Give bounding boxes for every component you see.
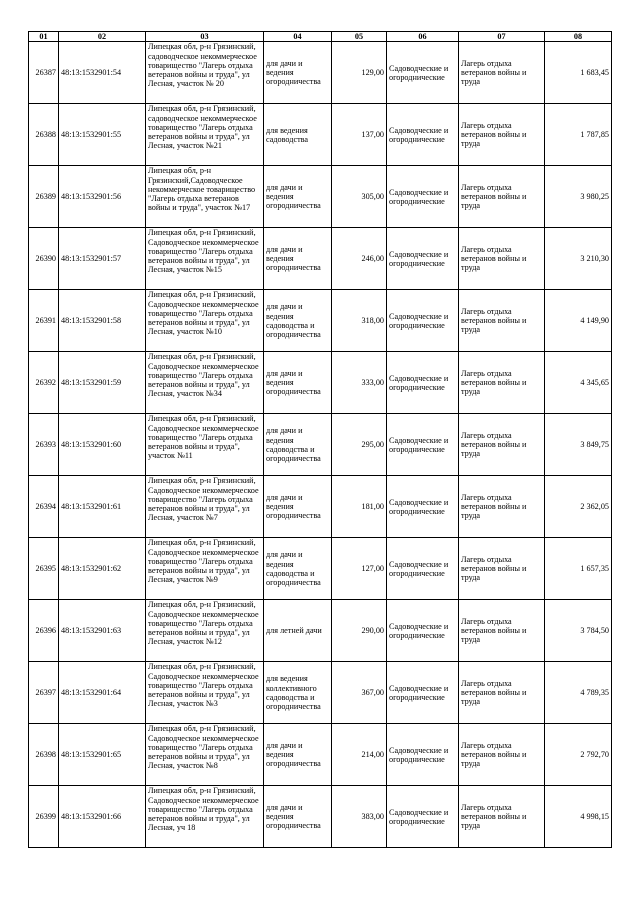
cadastral-number-cell bbox=[59, 662, 146, 724]
area-cell-text: 290,00 bbox=[361, 626, 384, 636]
cadastral-value-cell bbox=[545, 42, 612, 104]
cadastral-value-cell-text: 4 345,65 bbox=[580, 378, 609, 388]
cadastral-number-cell bbox=[59, 538, 146, 600]
area-cell bbox=[332, 414, 387, 476]
permitted-use-cell bbox=[264, 166, 332, 228]
cadastral-number-cell bbox=[59, 42, 146, 104]
record-number-cell bbox=[29, 104, 59, 166]
area-cell bbox=[332, 42, 387, 104]
table-row bbox=[29, 662, 612, 724]
record-number-cell bbox=[29, 352, 59, 414]
cadastral-number-cell bbox=[59, 476, 146, 538]
cadastral-number-cell bbox=[59, 352, 146, 414]
owner-cell-text: Лагерь отдыха ветеранов войны и труда bbox=[461, 244, 527, 273]
owner-cell bbox=[459, 476, 545, 538]
permitted-use-cell-text: для летней дачи bbox=[266, 626, 322, 636]
area-cell-text: 214,00 bbox=[361, 750, 384, 760]
land-category-cell-text: Садоводческие и огороднические bbox=[389, 373, 449, 392]
cadastral-value-cell bbox=[545, 476, 612, 538]
land-category-cell-text: Садоводческие и огороднические bbox=[389, 807, 449, 826]
area-cell-text: 367,00 bbox=[361, 688, 384, 698]
permitted-use-cell bbox=[264, 352, 332, 414]
land-category-cell bbox=[387, 166, 459, 228]
area-cell-text: 318,00 bbox=[361, 316, 384, 326]
table-row bbox=[29, 786, 612, 848]
cadastral-number-cell-text: 48:13:1532901:66 bbox=[61, 812, 122, 822]
address-cell bbox=[146, 724, 264, 786]
owner-cell bbox=[459, 228, 545, 290]
permitted-use-cell bbox=[264, 476, 332, 538]
address-cell bbox=[146, 166, 264, 228]
permitted-use-cell-text: для дачи и ведения огородничества bbox=[266, 492, 321, 521]
record-number-cell-text: 26390 bbox=[35, 254, 56, 264]
cadastral-value-cell bbox=[545, 352, 612, 414]
owner-cell bbox=[459, 290, 545, 352]
area-cell-text: 383,00 bbox=[361, 812, 384, 822]
cadastral-value-cell bbox=[545, 228, 612, 290]
address-cell bbox=[146, 476, 264, 538]
record-number-cell-text: 26395 bbox=[35, 564, 56, 574]
permitted-use-cell-text: для дачи и ведения огородничества bbox=[266, 244, 321, 273]
cadastral-value-cell-text: 2 792,70 bbox=[580, 750, 609, 760]
area-cell-text: 295,00 bbox=[361, 440, 384, 450]
permitted-use-cell-text: для ведения коллективного садоводства и огородничества bbox=[266, 674, 321, 712]
record-number-cell bbox=[29, 290, 59, 352]
cadastral-number-cell-text: 48:13:1532901:64 bbox=[61, 688, 122, 698]
record-number-cell-text: 26398 bbox=[35, 750, 56, 760]
column-header: 04 bbox=[264, 32, 332, 42]
owner-cell-text: Лагерь отдыха ветеранов войны и труда bbox=[461, 58, 527, 87]
permitted-use-cell-text: для дачи и ведения садоводства и огородничества bbox=[266, 302, 321, 340]
land-category-cell bbox=[387, 786, 459, 848]
land-category-cell bbox=[387, 662, 459, 724]
table-row bbox=[29, 414, 612, 476]
table-row bbox=[29, 228, 612, 290]
permitted-use-cell-text: для дачи и ведения садоводства и огородничества bbox=[266, 426, 321, 464]
record-number-cell bbox=[29, 786, 59, 848]
owner-cell bbox=[459, 724, 545, 786]
permitted-use-cell-text: для дачи и ведения огородничества bbox=[266, 182, 321, 211]
cadastral-value-cell bbox=[545, 166, 612, 228]
column-header: 02 bbox=[59, 32, 146, 42]
permitted-use-cell bbox=[264, 786, 332, 848]
record-number-cell-text: 26391 bbox=[35, 316, 56, 326]
cadastral-number-cell-text: 48:13:1532901:65 bbox=[61, 750, 122, 760]
table-row bbox=[29, 352, 612, 414]
area-cell bbox=[332, 166, 387, 228]
land-category-cell bbox=[387, 104, 459, 166]
cadastral-value-cell-text: 4 998,15 bbox=[580, 812, 609, 822]
table-row bbox=[29, 166, 612, 228]
owner-cell bbox=[459, 538, 545, 600]
area-cell bbox=[332, 290, 387, 352]
cadastral-number-cell bbox=[59, 786, 146, 848]
column-header: 06 bbox=[387, 32, 459, 42]
cadastral-number-cell-text: 48:13:1532901:63 bbox=[61, 626, 122, 636]
record-number-cell bbox=[29, 600, 59, 662]
address-cell bbox=[146, 42, 264, 104]
address-cell bbox=[146, 228, 264, 290]
cadastral-value-cell-text: 1 657,35 bbox=[580, 564, 609, 574]
permitted-use-cell bbox=[264, 724, 332, 786]
table-row bbox=[29, 42, 612, 104]
land-registry-table bbox=[28, 31, 612, 848]
cadastral-number-cell bbox=[59, 166, 146, 228]
owner-cell-text: Лагерь отдыха ветеранов войны и труда bbox=[461, 678, 527, 707]
table-row bbox=[29, 104, 612, 166]
area-cell-text: 129,00 bbox=[361, 68, 384, 78]
record-number-cell bbox=[29, 166, 59, 228]
land-category-cell-text: Садоводческие и огороднические bbox=[389, 249, 449, 268]
area-cell-text: 246,00 bbox=[361, 254, 384, 264]
land-category-cell-text: Садоводческие и огороднические bbox=[389, 311, 449, 330]
area-cell bbox=[332, 228, 387, 290]
area-cell bbox=[332, 786, 387, 848]
owner-cell-text: Лагерь отдыха ветеранов войны и труда bbox=[461, 492, 527, 521]
cadastral-value-cell bbox=[545, 786, 612, 848]
land-category-cell-text: Садоводческие и огороднические bbox=[389, 187, 449, 206]
table-row bbox=[29, 600, 612, 662]
address-cell-text: Липецкая обл, р-н Грязинский, Садоводческое некоммерческое товарищество "Лагерь отдыха ветеранов войны и труда", ул Лесная, участок №3 bbox=[148, 662, 259, 709]
cadastral-number-cell-text: 48:13:1532901:60 bbox=[61, 440, 122, 450]
address-cell-text: Липецкая обл, р-н Грязинский, Садоводческое некоммерческое товарищество "Лагерь отдыха ветеранов войны и труда", ул Лесная, уч 18 bbox=[148, 786, 259, 833]
cadastral-value-cell-text: 1 683,45 bbox=[580, 68, 609, 78]
permitted-use-cell-text: для дачи и ведения огородничества bbox=[266, 740, 321, 769]
address-cell-text: Липецкая обл, р-н Грязинский, садоводческое некоммерческое товарищество "Лагерь отдыха ветеранов войны и труда", ул Лесная, участок №21 bbox=[148, 104, 257, 151]
land-category-cell-text: Садоводческие и огороднические bbox=[389, 63, 449, 82]
land-category-cell-text: Садоводческие и огороднические bbox=[389, 559, 449, 578]
owner-cell bbox=[459, 786, 545, 848]
cadastral-number-cell bbox=[59, 414, 146, 476]
land-category-cell bbox=[387, 414, 459, 476]
address-cell-text: Липецкая обл, р-н Грязинский, Садоводческое некоммерческое товарищество "Лагерь отдыха ветеранов войны и труда", ул Лесная, участок №8 bbox=[148, 724, 259, 771]
cadastral-number-cell-text: 48:13:1532901:56 bbox=[61, 192, 122, 202]
cadastral-number-cell-text: 48:13:1532901:57 bbox=[61, 254, 122, 264]
land-category-cell-text: Садоводческие и огороднические bbox=[389, 435, 449, 454]
column-header: 08 bbox=[545, 32, 612, 42]
owner-cell-text: Лагерь отдыха ветеранов войны и труда bbox=[461, 368, 527, 397]
address-cell bbox=[146, 662, 264, 724]
record-number-cell bbox=[29, 476, 59, 538]
address-cell bbox=[146, 538, 264, 600]
cadastral-number-cell-text: 48:13:1532901:61 bbox=[61, 502, 122, 512]
record-number-cell-text: 26387 bbox=[35, 68, 56, 78]
area-cell bbox=[332, 352, 387, 414]
table-row bbox=[29, 290, 612, 352]
cadastral-number-cell-text: 48:13:1532901:58 bbox=[61, 316, 122, 326]
record-number-cell-text: 26392 bbox=[35, 378, 56, 388]
cadastral-number-cell-text: 48:13:1532901:59 bbox=[61, 378, 122, 388]
address-cell-text: Липецкая обл, р-н Грязинский, Садоводческое некоммерческое товарищество "Лагерь отдыха ветеранов войны и труда", ул Лесная, участок №10 bbox=[148, 290, 259, 337]
cadastral-value-cell-text: 3 849,75 bbox=[580, 440, 609, 450]
area-cell-text: 305,00 bbox=[361, 192, 384, 202]
cadastral-number-cell-text: 48:13:1532901:54 bbox=[61, 68, 122, 78]
cadastral-value-cell-text: 3 980,25 bbox=[580, 192, 609, 202]
cadastral-value-cell-text: 4 789,35 bbox=[580, 688, 609, 698]
column-header: 07 bbox=[459, 32, 545, 42]
permitted-use-cell-text: для дачи и ведения огородничества bbox=[266, 368, 321, 397]
owner-cell-text: Лагерь отдыха ветеранов войны и труда bbox=[461, 430, 527, 459]
land-category-cell-text: Садоводческие и огороднические bbox=[389, 125, 449, 144]
area-cell-text: 127,00 bbox=[361, 564, 384, 574]
cadastral-number-cell bbox=[59, 724, 146, 786]
permitted-use-cell bbox=[264, 538, 332, 600]
record-number-cell-text: 26393 bbox=[35, 440, 56, 450]
address-cell bbox=[146, 104, 264, 166]
record-number-cell bbox=[29, 228, 59, 290]
owner-cell bbox=[459, 166, 545, 228]
permitted-use-cell-text: для дачи и ведения огородничества bbox=[266, 58, 321, 87]
area-cell-text: 137,00 bbox=[361, 130, 384, 140]
permitted-use-cell bbox=[264, 104, 332, 166]
area-cell bbox=[332, 724, 387, 786]
cadastral-number-cell-text: 48:13:1532901:62 bbox=[61, 564, 122, 574]
address-cell-text: Липецкая обл, р-н Грязинский, Садоводческое некоммерческое товарищество "Лагерь отдыха ветеранов войны и труда", участок №11 bbox=[148, 414, 259, 461]
area-cell bbox=[332, 538, 387, 600]
owner-cell bbox=[459, 600, 545, 662]
permitted-use-cell-text: для дачи и ведения огородничества bbox=[266, 802, 321, 831]
area-cell bbox=[332, 476, 387, 538]
column-header: 05 bbox=[332, 32, 387, 42]
permitted-use-cell bbox=[264, 290, 332, 352]
cadastral-value-cell bbox=[545, 724, 612, 786]
land-category-cell bbox=[387, 724, 459, 786]
record-number-cell-text: 26397 bbox=[35, 688, 56, 698]
column-header: 03 bbox=[146, 32, 264, 42]
address-cell-text: Липецкая обл, р-н Грязинский, Садоводческое некоммерческое товарищество "Лагерь отдыха ветеранов войны и труда", ул Лесная, участок №7 bbox=[148, 476, 259, 523]
owner-cell bbox=[459, 104, 545, 166]
owner-cell-text: Лагерь отдыха ветеранов войны и труда bbox=[461, 802, 527, 831]
land-category-cell bbox=[387, 476, 459, 538]
land-category-cell bbox=[387, 290, 459, 352]
address-cell bbox=[146, 414, 264, 476]
record-number-cell-text: 26389 bbox=[35, 192, 56, 202]
cadastral-value-cell-text: 3 210,30 bbox=[580, 254, 609, 264]
owner-cell-text: Лагерь отдыха ветеранов войны и труда bbox=[461, 120, 527, 149]
address-cell bbox=[146, 290, 264, 352]
record-number-cell bbox=[29, 42, 59, 104]
land-category-cell-text: Садоводческие и огороднические bbox=[389, 745, 449, 764]
table-row bbox=[29, 476, 612, 538]
permitted-use-cell bbox=[264, 414, 332, 476]
cadastral-number-cell bbox=[59, 290, 146, 352]
cadastral-number-cell bbox=[59, 600, 146, 662]
land-category-cell bbox=[387, 600, 459, 662]
cadastral-number-cell bbox=[59, 104, 146, 166]
land-category-cell bbox=[387, 228, 459, 290]
record-number-cell bbox=[29, 414, 59, 476]
cadastral-value-cell bbox=[545, 414, 612, 476]
cadastral-value-cell bbox=[545, 104, 612, 166]
cadastral-value-cell bbox=[545, 290, 612, 352]
table-row bbox=[29, 538, 612, 600]
record-number-cell bbox=[29, 662, 59, 724]
address-cell bbox=[146, 352, 264, 414]
address-cell bbox=[146, 786, 264, 848]
cadastral-number-cell-text: 48:13:1532901:55 bbox=[61, 130, 122, 140]
address-cell-text: Липецкая обл, р-н Грязинский, Садоводческое некоммерческое товарищество "Лагерь отдыха ветеранов войны и труда", ул Лесная, участок №34 bbox=[148, 352, 259, 399]
owner-cell-text: Лагерь отдыха ветеранов войны и труда bbox=[461, 182, 527, 211]
permitted-use-cell-text: для дачи и ведения садоводства и огородничества bbox=[266, 550, 321, 588]
address-cell-text: Липецкая обл, р-н Грязинский,Садоводческое некоммерческое товарищество "Лагерь отдыха ветеранов войны и труда", участок №17 bbox=[148, 166, 256, 213]
record-number-cell-text: 26394 bbox=[35, 502, 56, 512]
owner-cell bbox=[459, 662, 545, 724]
area-cell bbox=[332, 662, 387, 724]
address-cell-text: Липецкая обл, р-н Грязинский, Садоводческое некоммерческое товарищество "Лагерь отдыха ветеранов войны и труда", ул Лесная, участок №15 bbox=[148, 228, 259, 275]
address-cell-text: Липецкая обл, р-н Грязинский, Садоводческое некоммерческое товарищество "Лагерь отдыха ветеранов войны и труда", ул Лесная, участок №12 bbox=[148, 600, 259, 647]
land-category-cell bbox=[387, 352, 459, 414]
permitted-use-cell-text: для ведения садоводства bbox=[266, 125, 309, 144]
record-number-cell bbox=[29, 724, 59, 786]
cadastral-number-cell bbox=[59, 228, 146, 290]
address-cell-text: Липецкая обл, р-н Грязинский, садоводческое некоммерческое товарищество "Лагерь отдыха ветеранов войны и труда", ул Лесная, участок № 20 bbox=[148, 42, 257, 89]
cadastral-value-cell bbox=[545, 538, 612, 600]
permitted-use-cell bbox=[264, 42, 332, 104]
record-number-cell-text: 26399 bbox=[35, 812, 56, 822]
owner-cell bbox=[459, 352, 545, 414]
owner-cell-text: Лагерь отдыха ветеранов войны и труда bbox=[461, 554, 527, 583]
address-cell-text: Липецкая обл, р-н Грязинский, Садоводческое некоммерческое товарищество "Лагерь отдыха ветеранов войны и труда", ул Лесная, участок №9 bbox=[148, 538, 259, 585]
cadastral-value-cell-text: 2 362,05 bbox=[580, 502, 609, 512]
record-number-cell-text: 26396 bbox=[35, 626, 56, 636]
owner-cell bbox=[459, 414, 545, 476]
owner-cell-text: Лагерь отдыха ветеранов войны и труда bbox=[461, 740, 527, 769]
cadastral-value-cell-text: 3 784,50 bbox=[580, 626, 609, 636]
land-category-cell bbox=[387, 538, 459, 600]
record-number-cell-text: 26388 bbox=[35, 130, 56, 140]
owner-cell-text: Лагерь отдыха ветеранов войны и труда bbox=[461, 616, 527, 645]
permitted-use-cell bbox=[264, 662, 332, 724]
cadastral-value-cell-text: 4 149,90 bbox=[580, 316, 609, 326]
area-cell-text: 333,00 bbox=[361, 378, 384, 388]
land-category-cell-text: Садоводческие и огороднические bbox=[389, 621, 449, 640]
permitted-use-cell bbox=[264, 600, 332, 662]
area-cell-text: 181,00 bbox=[361, 502, 384, 512]
permitted-use-cell bbox=[264, 228, 332, 290]
area-cell bbox=[332, 104, 387, 166]
land-category-cell-text: Садоводческие и огороднические bbox=[389, 683, 449, 702]
table-row bbox=[29, 724, 612, 786]
column-header: 01 bbox=[29, 32, 59, 42]
area-cell bbox=[332, 600, 387, 662]
record-number-cell bbox=[29, 538, 59, 600]
cadastral-value-cell bbox=[545, 600, 612, 662]
land-category-cell-text: Садоводческие и огороднические bbox=[389, 497, 449, 516]
owner-cell-text: Лагерь отдыха ветеранов войны и труда bbox=[461, 306, 527, 335]
cadastral-value-cell-text: 1 787,85 bbox=[580, 130, 609, 140]
cadastral-value-cell bbox=[545, 662, 612, 724]
owner-cell bbox=[459, 42, 545, 104]
table-header-row bbox=[29, 32, 612, 42]
land-category-cell bbox=[387, 42, 459, 104]
address-cell bbox=[146, 600, 264, 662]
